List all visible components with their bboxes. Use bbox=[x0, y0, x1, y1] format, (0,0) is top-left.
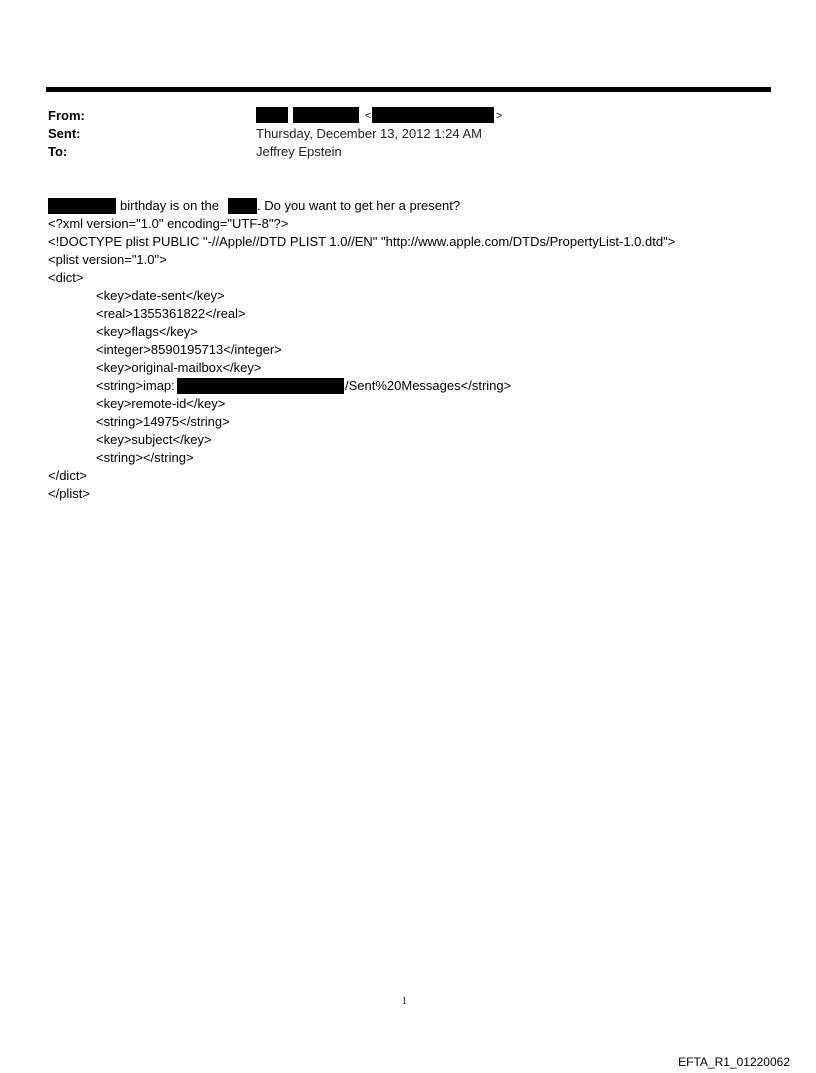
to-value: Jeffrey Epstein bbox=[256, 144, 342, 159]
string-imap-suffix: /Sent%20Messages</string> bbox=[345, 378, 512, 393]
dict-open-line: <dict> bbox=[48, 270, 84, 285]
dict-close-line: </dict> bbox=[48, 468, 88, 483]
key-date-sent-line: <key>date-sent</key> bbox=[96, 288, 225, 303]
sent-value: Thursday, December 13, 2012 1:24 AM bbox=[256, 126, 482, 141]
key-original-mailbox-line: <key>original-mailbox</key> bbox=[96, 360, 262, 375]
string-remote-id-line: <string>14975</string> bbox=[96, 414, 230, 429]
redaction-from-first-name bbox=[256, 107, 288, 123]
key-remote-id-line: <key>remote-id</key> bbox=[96, 396, 226, 411]
body-intro-part1: birthday is on the bbox=[120, 198, 220, 213]
plist-close-line: </plist> bbox=[48, 486, 90, 501]
integer-value-line: <integer>8590195713</integer> bbox=[96, 342, 282, 357]
redaction-person-name bbox=[48, 198, 116, 214]
redaction-birthday-date bbox=[228, 198, 257, 214]
string-subject-line: <string></string> bbox=[96, 450, 194, 465]
to-label: To: bbox=[48, 144, 68, 159]
from-label: From: bbox=[48, 108, 85, 123]
from-email-open-bracket: < bbox=[365, 110, 372, 122]
key-flags-line: <key>flags</key> bbox=[96, 324, 198, 339]
sent-label: Sent: bbox=[48, 126, 81, 141]
real-value-line: <real>1355361822</real> bbox=[96, 306, 246, 321]
xml-declaration-line: <?xml version="1.0" encoding="UTF-8"?> bbox=[48, 216, 289, 231]
redaction-imap-account bbox=[177, 378, 344, 394]
string-imap-prefix: <string>imap: bbox=[96, 378, 175, 393]
from-email-close-bracket: > bbox=[496, 110, 503, 122]
page-number: 1 bbox=[402, 996, 407, 1007]
doctype-line: <!DOCTYPE plist PUBLIC "-//Apple//DTD PLIST 1.0//EN" "http://www.apple.com/DTDs/PropertyList-1.0.dtd"> bbox=[48, 234, 676, 249]
header-rule bbox=[46, 87, 771, 92]
bates-number: EFTA_R1_01220062 bbox=[678, 1055, 790, 1069]
plist-open-line: <plist version="1.0"> bbox=[48, 252, 167, 267]
key-subject-line: <key>subject</key> bbox=[96, 432, 212, 447]
redaction-from-email bbox=[372, 107, 494, 123]
redaction-from-last-name bbox=[293, 107, 359, 123]
body-intro-part2: . Do you want to get her a present? bbox=[257, 198, 461, 213]
